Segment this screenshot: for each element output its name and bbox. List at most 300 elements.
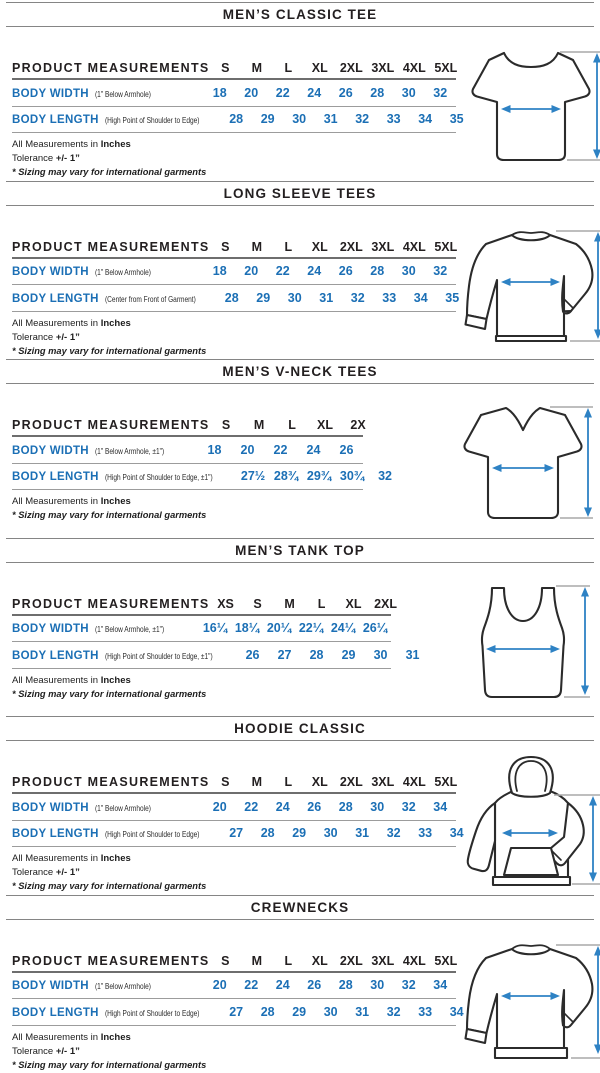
units-note-bold: Inches	[100, 317, 131, 329]
measurement-values	[199, 621, 391, 635]
units-note-bold: Inches	[100, 496, 131, 507]
measurements-table	[12, 596, 420, 711]
hoodie-illustration	[456, 753, 600, 895]
tolerance-note	[12, 332, 456, 343]
section-title-bar	[6, 181, 594, 206]
footnotes	[12, 675, 391, 699]
measurement-label-cell	[12, 110, 220, 128]
size-column-header: 2XL	[339, 953, 363, 968]
body-length-arrow	[593, 53, 600, 159]
measurement-value: 26	[339, 442, 354, 457]
measurement-value: 27	[229, 1004, 244, 1019]
measurement-values	[220, 826, 472, 840]
measurement-value: 30	[323, 826, 338, 841]
units-note-text: All Measurements in	[12, 317, 99, 329]
measurement-value: 28¾	[273, 469, 299, 484]
size-columns	[210, 61, 462, 75]
footnotes	[12, 496, 363, 520]
units-note	[12, 675, 391, 686]
measurement-label-cell	[12, 467, 237, 485]
measurement-note: (1" Below Armhole)	[95, 268, 152, 278]
measurement-value: 28	[338, 978, 353, 993]
tolerance-note	[12, 153, 456, 164]
measurement-value: 20¼	[266, 621, 292, 636]
size-column-header: XL	[317, 418, 334, 432]
measurement-values	[216, 291, 468, 305]
size-column-header: S	[221, 775, 230, 789]
table-header-label: PRODUCT MEASUREMENTS	[12, 61, 210, 75]
measurement-value: 30	[370, 799, 385, 814]
tolerance-note-bold: +/- 1”	[55, 1045, 80, 1057]
measurement-value: 34	[433, 978, 448, 993]
measurement-values	[204, 800, 456, 814]
size-column-header: XL	[311, 239, 328, 254]
size-columns	[210, 418, 375, 432]
measurement-value: 32	[386, 1004, 401, 1019]
measurement-note: (1" Below Armhole)	[95, 89, 152, 99]
measurement-values	[204, 86, 456, 100]
section-title-bar	[6, 716, 594, 741]
measurement-value: 32	[350, 290, 365, 305]
hoodie-garment-svg	[456, 753, 600, 893]
size-column-header: S	[253, 596, 262, 611]
size-chart-section-mens-v-neck-tees	[0, 359, 600, 538]
size-column-header: S	[221, 953, 230, 968]
section-title-bar	[6, 359, 594, 384]
measurement-value: 28	[260, 1004, 275, 1019]
measurement-label-cell	[12, 976, 204, 994]
size-column-header: 3XL	[371, 61, 395, 75]
size-column-header: M	[284, 596, 295, 611]
table-header-label: PRODUCT MEASUREMENTS	[12, 596, 210, 611]
measurement-value: 24	[307, 264, 322, 279]
measurement-value: 26	[307, 799, 322, 814]
body-length-arrow	[584, 408, 592, 517]
measurement-value: 26	[338, 264, 353, 279]
measurement-value: 30	[373, 647, 388, 662]
size-column-header: S	[221, 418, 231, 432]
measurement-value: 26	[307, 978, 322, 993]
measurement-values	[204, 264, 456, 278]
measurement-row	[12, 259, 456, 286]
measurement-label: BODY LENGTH	[12, 1006, 99, 1019]
measurement-note: (1" Below Armhole, ±1")	[95, 446, 165, 456]
measurement-value: 34	[449, 826, 464, 841]
size-column-header: M	[253, 418, 265, 432]
size-column-header: L	[284, 239, 293, 254]
tank-illustration	[448, 575, 600, 711]
measurement-value: 24	[275, 978, 290, 993]
size-column-header: 5XL	[434, 61, 458, 75]
measurement-values	[237, 469, 402, 483]
section-title-bar	[6, 2, 594, 27]
measurement-value: 20	[244, 264, 259, 279]
size-column-header: L	[284, 775, 293, 789]
measurement-label-cell	[12, 1003, 220, 1021]
section-body	[0, 741, 600, 895]
measurement-value: 24	[306, 442, 321, 457]
sizing-note: * Sizing may vary for international garments	[12, 688, 207, 699]
measurement-label-cell	[12, 798, 204, 816]
size-column-header: 4XL	[402, 953, 426, 968]
measurement-value: 34	[449, 1004, 464, 1019]
measurement-value: 32	[386, 826, 401, 841]
size-column-header: XL	[311, 61, 328, 75]
measurement-value: 29	[256, 290, 271, 305]
measurement-value: 28	[260, 826, 275, 841]
measurement-value: 33	[418, 826, 433, 841]
section-title: MEN’S TANK TOP	[235, 542, 365, 558]
body-length-arrow	[581, 587, 589, 695]
size-chart-section-long-sleeve-tees	[0, 181, 600, 360]
measurement-value: 22	[273, 442, 288, 457]
size-column-header: XL	[311, 775, 328, 789]
measurement-note: (High Point of Shoulder to Edge)	[105, 116, 200, 126]
measurement-value: 28	[370, 85, 385, 100]
section-title: CREWNECKS	[250, 899, 350, 915]
size-chart-section-mens-classic-tee	[0, 2, 600, 181]
section-body	[0, 563, 600, 711]
measurement-value: 32	[401, 978, 416, 993]
measurement-row	[12, 616, 391, 643]
tee-garment-svg	[456, 39, 600, 175]
measurement-values	[220, 1005, 472, 1019]
measurement-label: BODY WIDTH	[12, 87, 89, 100]
measurement-value: 20	[244, 85, 259, 100]
table-header-row	[12, 240, 456, 259]
measurements-table	[12, 775, 464, 895]
measurement-values	[204, 978, 456, 992]
measurement-value: 32	[433, 85, 448, 100]
vneck-illustration	[448, 396, 600, 532]
size-column-header: 5XL	[434, 953, 458, 968]
measurement-value: 33	[386, 112, 401, 127]
units-note-bold: Inches	[100, 853, 131, 864]
measurement-label: BODY WIDTH	[12, 801, 89, 814]
measurement-value: 22	[244, 978, 259, 993]
measurement-label: BODY LENGTH	[12, 114, 99, 127]
table-header-row	[12, 596, 398, 616]
size-column-header: 3XL	[371, 953, 395, 968]
measurements-table	[12, 418, 393, 532]
measurement-value: 33	[418, 1004, 433, 1019]
section-body	[0, 384, 600, 532]
size-column-header: 5XL	[434, 239, 458, 254]
measurement-value: 22	[275, 85, 290, 100]
measurement-value: 28	[229, 112, 244, 127]
measurement-value: 18	[212, 264, 227, 279]
units-note	[12, 853, 456, 864]
measurement-row	[12, 464, 393, 491]
size-column-header: S	[221, 61, 230, 75]
measurement-value: 29	[260, 112, 275, 127]
size-column-header: M	[251, 775, 262, 789]
measurement-note: (Center from Front of Garment)	[105, 294, 197, 304]
measurement-value: 24¼	[330, 621, 356, 636]
size-column-header: 3XL	[371, 239, 395, 254]
body-length-arrow	[594, 232, 600, 339]
measurement-row	[12, 642, 420, 669]
section-title-bar	[6, 895, 594, 920]
measurement-value: 28	[370, 264, 385, 279]
measurement-row	[12, 999, 464, 1026]
measurements-table	[12, 239, 460, 360]
size-chart-section-hoodie-classic	[0, 716, 600, 895]
measurement-value: 18	[207, 442, 222, 457]
measurement-value: 33	[382, 290, 397, 305]
measurement-value: 22¼	[298, 621, 324, 636]
vneck-garment-svg	[448, 396, 600, 532]
measurement-value: 34	[413, 290, 428, 305]
measurement-label: BODY WIDTH	[12, 266, 89, 279]
measurement-value: 31	[319, 290, 334, 305]
measurement-value: 30	[401, 85, 416, 100]
measurement-value: 27	[229, 826, 244, 841]
size-column-header: XS	[217, 596, 234, 611]
size-column-header: 4XL	[402, 775, 426, 789]
measurement-value: 35	[449, 112, 464, 127]
section-body	[0, 206, 600, 360]
measurement-note: (High Point of Shoulder to Edge, ±1")	[105, 473, 213, 483]
crewneck-garment-svg	[456, 932, 600, 1068]
size-column-header: L	[284, 61, 293, 75]
measurement-value: 24	[307, 85, 322, 100]
measurement-note: (High Point of Shoulder to Edge)	[105, 830, 200, 840]
measurement-value: 26	[338, 85, 353, 100]
section-title-bar	[6, 538, 594, 563]
tee-illustration	[456, 39, 600, 181]
measurement-note: (High Point of Shoulder to Edge, ±1")	[105, 651, 213, 661]
size-column-header: M	[251, 239, 262, 254]
measurement-label: BODY WIDTH	[12, 623, 89, 636]
measurement-values	[237, 648, 429, 662]
measurements-table	[12, 953, 464, 1073]
measurement-value: 26¼	[362, 621, 388, 636]
size-column-header: L	[288, 418, 296, 432]
size-column-header: 2XL	[339, 61, 363, 75]
section-title: MEN’S V-NECK TEES	[222, 364, 378, 379]
size-columns	[210, 240, 462, 254]
measurement-label-cell	[12, 289, 216, 307]
measurement-row	[12, 794, 456, 821]
measurement-value: 29	[292, 1004, 307, 1019]
tolerance-note	[12, 867, 456, 878]
table-rows	[12, 437, 393, 490]
longsleeve-garment-svg	[456, 218, 600, 354]
measurement-value: 29	[341, 647, 356, 662]
size-column-header: XL	[345, 596, 362, 611]
measurement-value: 22	[275, 264, 290, 279]
size-column-header: XL	[311, 953, 328, 968]
size-column-header: 2XL	[339, 239, 363, 254]
measurement-value: 18	[212, 85, 227, 100]
measurement-value: 20	[240, 442, 255, 457]
measurement-label: BODY LENGTH	[12, 649, 99, 662]
footnotes	[12, 1032, 456, 1070]
table-rows	[12, 80, 464, 133]
body-length-arrow	[594, 946, 600, 1054]
sizing-note: * Sizing may vary for international garments	[12, 510, 207, 521]
measurement-row	[12, 80, 456, 107]
measurements-table	[12, 61, 464, 181]
measurement-row	[12, 973, 456, 1000]
size-column-header: 4XL	[402, 61, 426, 75]
measurement-value: 27	[277, 647, 292, 662]
table-header-label: PRODUCT MEASUREMENTS	[12, 239, 210, 254]
table-header-row	[12, 61, 456, 80]
measurement-value: 26	[245, 647, 260, 662]
measurement-value: 32	[355, 112, 370, 127]
size-column-header: 2X	[350, 418, 366, 432]
units-note-text: All Measurements in	[12, 1031, 99, 1043]
table-header-label: PRODUCT MEASUREMENTS	[12, 953, 210, 968]
measurement-value: 29¾	[306, 469, 332, 484]
size-column-header: 5XL	[434, 775, 458, 789]
size-columns	[210, 597, 402, 611]
measurement-value: 31	[355, 826, 370, 841]
measurement-value: 31	[405, 647, 420, 662]
measurement-value: 28	[309, 647, 324, 662]
measurement-value: 30¾	[339, 469, 365, 484]
table-header-row	[12, 954, 456, 973]
units-note-text: All Measurements in	[12, 496, 99, 507]
measurement-label-cell	[12, 646, 237, 664]
table-header-label: PRODUCT MEASUREMENTS	[12, 418, 210, 432]
measurement-row	[12, 285, 460, 312]
measurement-value: 34	[418, 112, 433, 127]
table-header-label: PRODUCT MEASUREMENTS	[12, 775, 210, 789]
footnotes	[12, 318, 456, 356]
tolerance-note-text: Tolerance	[12, 153, 54, 165]
tolerance-note-bold: +/- 1”	[55, 153, 80, 165]
measurement-value: 34	[433, 799, 448, 814]
size-columns	[210, 775, 462, 789]
longsleeve-illustration	[456, 218, 600, 360]
units-note	[12, 139, 456, 150]
measurement-value: 30	[323, 1004, 338, 1019]
units-note	[12, 496, 363, 507]
measurement-label: BODY LENGTH	[12, 471, 99, 484]
measurement-value: 28	[224, 290, 239, 305]
body-length-arrow	[589, 796, 597, 882]
table-rows	[12, 794, 464, 847]
measurement-value: 30	[370, 978, 385, 993]
units-note-text: All Measurements in	[12, 853, 99, 864]
units-note	[12, 318, 456, 329]
tolerance-note-text: Tolerance	[12, 867, 54, 879]
measurement-value: 27½	[240, 469, 266, 484]
measurement-values	[198, 443, 363, 457]
size-column-header: 2XL	[339, 775, 363, 789]
table-header-row	[12, 418, 366, 437]
measurement-value: 30	[292, 112, 307, 127]
table-header-row	[12, 775, 456, 794]
size-column-header: S	[221, 239, 230, 254]
table-rows	[12, 616, 420, 669]
measurement-value: 16¼	[202, 621, 228, 636]
measurement-value: 31	[323, 112, 338, 127]
crewneck-illustration	[456, 932, 600, 1073]
measurement-row	[12, 437, 363, 464]
size-chart-section-crewnecks	[0, 895, 600, 1073]
tolerance-note	[12, 1046, 456, 1057]
measurement-value: 30	[287, 290, 302, 305]
units-note	[12, 1032, 456, 1043]
section-title: LONG SLEEVE TEES	[223, 185, 377, 201]
section-title: HOODIE CLASSIC	[234, 721, 366, 736]
measurement-value: 31	[355, 1004, 370, 1019]
measurement-label: BODY LENGTH	[12, 292, 99, 305]
measurement-row	[12, 821, 464, 848]
tolerance-note-bold: +/- 1”	[55, 331, 80, 343]
size-column-header: 4XL	[402, 239, 426, 254]
units-note-text: All Measurements in	[12, 139, 99, 150]
tolerance-note-bold: +/- 1”	[55, 867, 80, 879]
size-chart-section-mens-tank-top	[0, 538, 600, 717]
measurement-value: 32	[378, 469, 393, 484]
section-title: MEN’S CLASSIC TEE	[222, 7, 378, 22]
size-column-header: L	[284, 953, 293, 968]
size-columns	[210, 954, 462, 968]
size-column-header: L	[317, 596, 326, 611]
units-note-bold: Inches	[100, 139, 131, 150]
size-column-header: 3XL	[371, 775, 395, 789]
measurement-value: 22	[244, 799, 259, 814]
measurement-row	[12, 107, 464, 134]
footnotes	[12, 853, 456, 891]
measurement-value: 18¼	[234, 621, 260, 636]
measurement-value: 20	[212, 978, 227, 993]
measurement-value: 29	[292, 826, 307, 841]
size-column-header: M	[251, 61, 262, 75]
size-column-header: M	[251, 953, 262, 968]
sizing-note: * Sizing may vary for international garments	[12, 1059, 207, 1070]
measurement-value: 32	[401, 799, 416, 814]
sizing-note: * Sizing may vary for international garments	[12, 881, 207, 892]
measurement-value: 30	[401, 264, 416, 279]
measurement-value: 20	[212, 799, 227, 814]
measurement-label-cell	[12, 262, 204, 280]
units-note-bold: Inches	[100, 1031, 131, 1043]
section-body	[0, 27, 600, 181]
table-rows	[12, 259, 460, 312]
measurement-label: BODY WIDTH	[12, 980, 89, 993]
measurement-label-cell	[12, 619, 199, 637]
units-note-bold: Inches	[100, 674, 131, 686]
table-rows	[12, 973, 464, 1026]
measurement-value: 28	[338, 799, 353, 814]
footnotes	[12, 139, 456, 177]
measurement-note: (High Point of Shoulder to Edge)	[105, 1008, 200, 1018]
measurement-label-cell	[12, 84, 204, 102]
section-body	[0, 920, 600, 1073]
measurement-value: 24	[275, 799, 290, 814]
measurement-label-cell	[12, 441, 198, 459]
measurement-label: BODY WIDTH	[12, 444, 89, 457]
tolerance-note-text: Tolerance	[12, 1045, 54, 1057]
units-note-text: All Measurements in	[12, 674, 99, 686]
measurement-note: (1" Below Armhole)	[95, 982, 152, 992]
sizing-note: * Sizing may vary for international garments	[12, 167, 207, 178]
measurement-label-cell	[12, 824, 220, 842]
measurement-values	[220, 112, 472, 126]
tolerance-note-text: Tolerance	[12, 331, 54, 343]
tank-garment-svg	[448, 575, 600, 711]
measurement-note: (1" Below Armhole, ±1")	[95, 625, 165, 635]
measurement-value: 32	[433, 264, 448, 279]
size-column-header: 2XL	[374, 596, 398, 611]
measurement-label: BODY LENGTH	[12, 828, 99, 841]
